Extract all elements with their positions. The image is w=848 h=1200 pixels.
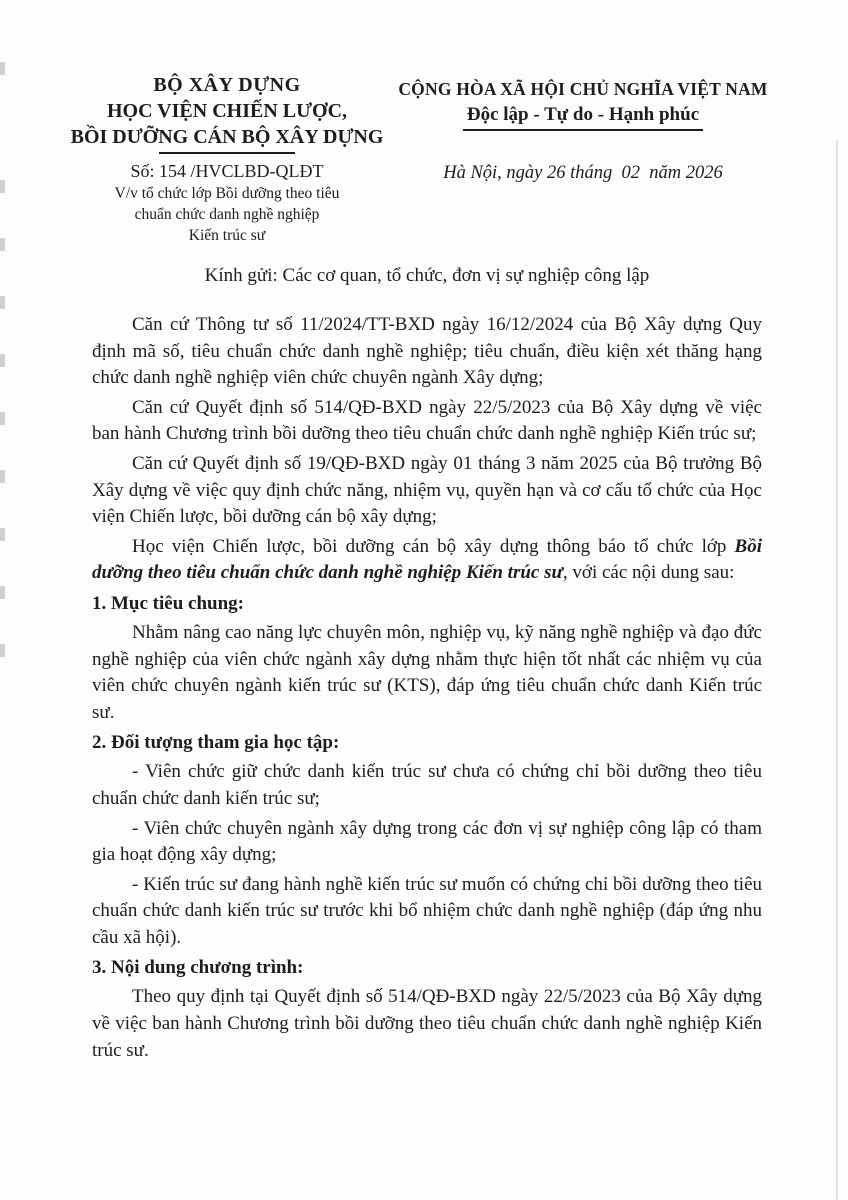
scan-edge-dash [0, 296, 5, 309]
scan-edge-dash [0, 62, 5, 75]
national-motto: Độc lập - Tự do - Hạnh phúc [463, 103, 703, 131]
institute-name-line1: HỌC VIỆN CHIẾN LƯỢC, [106, 100, 348, 122]
scan-edge-line [836, 140, 838, 1200]
paragraph-participant-item-3: - Kiến trúc sư đang hành nghề kiến trúc sư muốn có chứng chỉ bồi dưỡng theo tiêu chuẩn chức danh kiến trúc sư trước khi bổ nhiệm chức danh nghề nghiệp (đáp ứng nhu cầu xã hội). [92, 873, 762, 948]
institute-name-line2: BỒI DƯỠNG CÁN BỘ XÂY DỰNG [70, 126, 384, 148]
scan-edge-dash [0, 180, 5, 193]
paragraph-legal-basis-decision-514: Căn cứ Quyết định số 514/QĐ-BXD ngày 22/5/2023 của Bộ Xây dựng về việc ban hành Chương trình bồi dưỡng theo tiêu chuẩn chức danh nghề nghiệp Kiến trúc sư; [92, 396, 762, 445]
scan-edge-dash [0, 528, 5, 541]
paragraph-legal-basis-circular: Căn cứ Thông tư số 11/2024/TT-BXD ngày 16/12/2024 của Bộ Xây dựng Quy định mã số, tiêu chuẩn chức danh nghề nghiệp; tiêu chuẩn, điều kiện xét thăng hạng chức danh nghề nghiệp viên chức chuyên ngành Xây dựng; [92, 314, 762, 389]
paragraph-legal-basis-decision-19: Căn cứ Quyết định số 19/QĐ-BXD ngày 01 tháng 3 năm 2025 của Bộ trưởng Bộ Xây dựng về việc quy định chức năng, nhiệm vụ, quyền hạn và cơ cấu tổ chức của Học viện Chiến lược, bồi dưỡng cán bộ xây dựng; [92, 452, 762, 528]
ministry-name: BỘ XÂY DỰNG [153, 74, 301, 96]
section-heading-1-objective: 1. Mục tiêu chung: [92, 592, 244, 614]
section-heading-3-program: 3. Nội dung chương trình: [92, 957, 304, 979]
announcement-course-title: Bồi dưỡng theo tiêu chuẩn chức danh nghề nghiệp Kiến trúc sư [92, 535, 762, 584]
document-body [92, 312, 762, 1067]
paragraph-program-content: Theo quy định tại Quyết định số 514/QĐ-BXD ngày 22/5/2023 của Bộ Xây dựng về việc ban hành Chương trình bồi dưỡng theo tiêu chuẩn chức danh nghề nghiệp Kiến trúc sư. [92, 986, 762, 1061]
paragraph-objective: Nhằm nâng cao năng lực chuyên môn, nghiệp vụ, kỹ năng nghề nghiệp và đạo đức nghề nghiệp của viên chức ngành xây dựng nhằm thực hiện tốt nhất các nhiệm vụ của viên chức chuyên ngành kiến trúc sư (KTS), đáp ứng tiêu chuẩn chức danh Kiến trúc sư. [92, 621, 762, 723]
scan-edge-dash [0, 586, 5, 599]
document-subject-line1: V/v tổ chức lớp Bồi dưỡng theo tiêu [114, 185, 340, 202]
paragraph-participant-item-2: - Viên chức chuyên ngành xây dựng trong các đơn vị sự nghiệp công lập có tham gia hoạt động xây dựng; [92, 817, 762, 866]
scan-edge-dash [0, 470, 5, 483]
letterhead-national [390, 78, 776, 184]
paragraph-course-announcement [92, 534, 762, 587]
national-title: CỘNG HÒA XÃ HỘI CHỦ NGHĨA VIỆT NAM [398, 79, 768, 99]
section-heading-2-participants: 2. Đối tượng tham gia học tập: [92, 732, 340, 754]
paragraph-participant-item-1: - Viên chức giữ chức danh kiến trúc sư chưa có chứng chỉ bồi dưỡng theo tiêu chuẩn chức danh kiến trúc sư; [92, 761, 762, 809]
announcement-suffix: , với các nội dung sau: [562, 562, 735, 584]
letterhead-underline [159, 152, 295, 154]
document-subject-line3: Kiến trúc sư [188, 227, 266, 244]
document-subject-line2: chuẩn chức danh nghề nghiệp [134, 206, 320, 223]
scan-edge-dash [0, 644, 5, 657]
place-date-line: Hà Nội, ngày 26 tháng 02 năm 2026 [443, 163, 723, 183]
scan-edge-dash [0, 354, 5, 367]
scan-edge-dash [0, 238, 5, 251]
document-number: Số: 154 /HVCLBD-QLĐT [130, 161, 324, 181]
salutation: Kính gửi: Các cơ quan, tổ chức, đơn vị sự nghiệp công lập [204, 265, 650, 286]
scan-edge-dash [0, 412, 5, 425]
letterhead-issuing-agency [62, 72, 392, 246]
announcement-prefix: Học viện Chiến lược, bồi dưỡng cán bộ xây dựng thông báo tổ chức lớp [132, 535, 735, 557]
